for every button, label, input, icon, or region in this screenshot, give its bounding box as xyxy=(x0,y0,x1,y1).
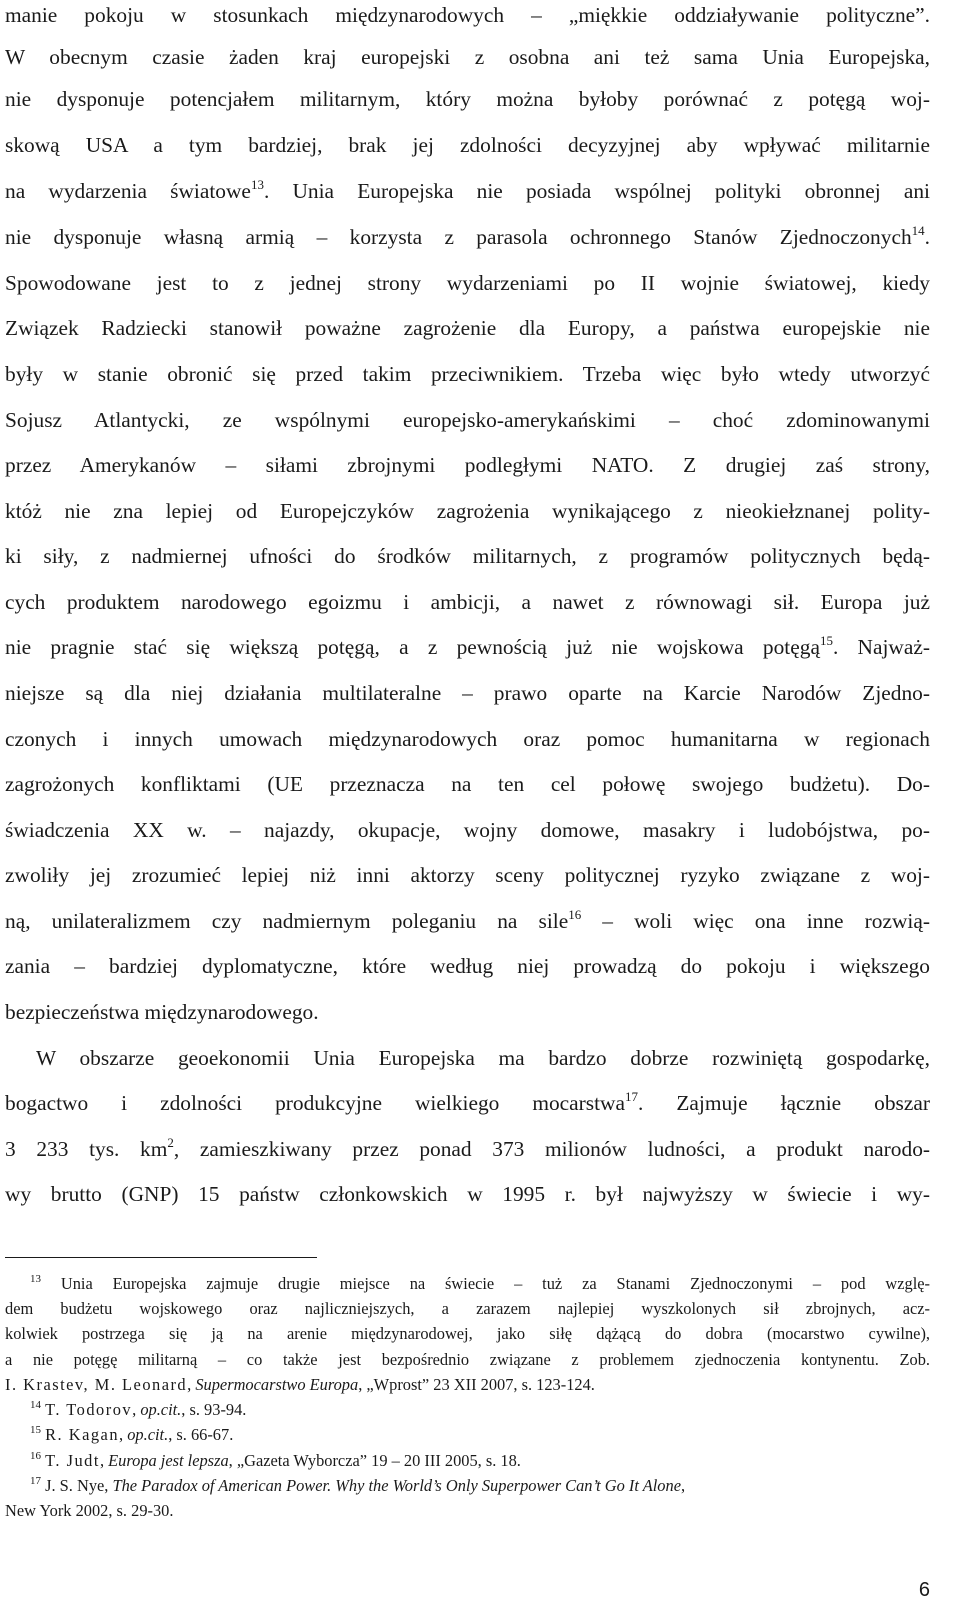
body-line: Związek Radziecki stanowił poważne zagrożenie dla Europy, a państwa europejskie nie xyxy=(5,316,930,340)
footnote-number: 17 xyxy=(30,1475,41,1487)
body-line: Sojusz Atlantycki, ze wspólnymi europejsko-amerykańskimi – choć zdominowanymi xyxy=(5,408,930,432)
footnote-ref-13[interactable]: 13 xyxy=(250,177,264,192)
body-line: nie pragnie stać się większą potęgą, a z pewnością już nie wojskowa potęgą$^{15}$. Najważ- xyxy=(5,633,930,659)
body-line: na wydarzenia światowe$^{13}$. Unia Europejska nie posiada wspólnej polityki obronnej ani xyxy=(5,177,930,203)
footnote-line: I. Krastev, M. Leonard, Supermocarstwo Europa, „Wprost” 23 XII 2007, s. 123-124. xyxy=(5,1375,595,1394)
footnote-number: 14 xyxy=(30,1399,41,1411)
body-line: skową USA a tym bardziej, brak jej zdolności decyzyjnej aby wpływać militarnie xyxy=(5,133,930,157)
body-line: przez Amerykanów – siłami zbrojnymi podległymi NATO. Z drugiej zaś strony, xyxy=(5,453,930,477)
body-line: niejsze są dla niej działania multilateralne – prawo oparte na Karcie Narodów Zjedno- xyxy=(5,681,930,705)
body-line: wy brutto (GNP) 15 państw członkowskich w 1995 r. był najwyższy w świecie i wy- xyxy=(5,1182,930,1206)
footnote-15: $^{15}$ R. Kagan, op.cit., s. 66-67. xyxy=(30,1424,234,1444)
body-line: zania – bardziej dyplomatyczne, które według niej prowadzą do pokoju i większego xyxy=(5,954,930,978)
footnote-line: a nie potęgę militarną – co także jest bezpośrednio związane z problemem zjednoczenia kontynentu. Zob. xyxy=(5,1350,930,1369)
body-line: bezpieczeństwa międzynarodowego. xyxy=(5,1000,319,1024)
footnote-ref-14[interactable]: 14 xyxy=(911,223,925,238)
footnote-number: 16 xyxy=(30,1450,41,1462)
footnote-13: $^{13}$ Unia Europejska zajmuje drugie miejsce na świecie – tuż za Stanami Zjednoczonymi – pod wzglę- xyxy=(30,1273,930,1293)
page-number: 6 xyxy=(918,1579,930,1601)
body-line: zagrożonych konfliktami (UE przeznacza na ten cel połowę swojego budżetu). Do- xyxy=(5,772,930,796)
body-line: bogactwo i zdolności produkcyjne wielkiego mocarstwa$^{17}$. Zajmuje łącznie obszar xyxy=(5,1089,930,1115)
body-line: W obszarze geoekonomii Unia Europejska ma bardzo dobrze rozwiniętą gospodarkę, xyxy=(36,1046,930,1070)
footnote-number: 15 xyxy=(30,1424,41,1436)
body-line: czonych i innych umowach międzynarodowych oraz pomoc humanitarna w regionach xyxy=(5,727,930,751)
body-line: W obecnym czasie żaden kraj europejski z osobna ani też sama Unia Europejska, xyxy=(5,45,930,69)
footnote-separator xyxy=(5,1257,317,1258)
body-line: nie dysponuje własną armią – korzysta z parasola ochronnego Stanów Zjednoczonych$^{14}$. xyxy=(5,223,930,249)
body-line: manie pokoju w stosunkach międzynarodowych – „miękkie oddziaływanie polityczne”. xyxy=(5,3,930,27)
body-line: ną, unilateralizmem czy nadmiernym poleganiu na sile$^{16}$ – woli więc ona inne rozwią- xyxy=(5,907,930,933)
body-line: nie dysponuje potencjałem militarnym, który można byłoby porównać z potęgą woj- xyxy=(5,87,930,111)
footnote-line: New York 2002, s. 29-30. xyxy=(5,1501,174,1520)
body-line: świadczenia XX w. – najazdy, okupacje, wojny domowe, masakry i ludobójstwa, po- xyxy=(5,818,930,842)
body-line: ki siły, z nadmiernej ufności do środków militarnych, z programów politycznych będą- xyxy=(5,544,930,568)
footnote-line: dem budżetu wojskowego oraz najliczniejszych, a zarazem najlepiej wyszkolonych sił zbrojnych, acz- xyxy=(5,1299,930,1318)
footnote-14: $^{14}$ T. Todorov, op.cit., s. 93-94. xyxy=(30,1399,247,1419)
body-line: któż nie zna lepiej od Europejczyków zagrożenia wynikającego z nieokiełznanej polity- xyxy=(5,499,930,523)
body-line: były w stanie obronić się przed takim przeciwnikiem. Trzeba więc było wtedy utworzyć xyxy=(5,362,930,386)
footnote-ref-16[interactable]: 16 xyxy=(568,907,582,922)
footnote-ref-15[interactable]: 15 xyxy=(819,633,833,648)
footnote-16: $^{16}$ T. Judt, Europa jest lepsza, „Gazeta Wyborcza” 19 – 20 III 2005, s. 18. xyxy=(30,1450,521,1470)
body-line: zwoliły jej zrozumieć lepiej niż inni aktorzy sceny politycznej ryzyko związane z woj- xyxy=(5,863,930,887)
footnote-17: $^{17}$ J. S. Nye, The Paradox of American Power. Why the World’s Only Superpower Can’t Go It Alone, xyxy=(30,1475,686,1495)
footnote-ref-17[interactable]: 17 xyxy=(625,1089,638,1104)
body-line: Spowodowane jest to z jednej strony wydarzeniami po II wojnie światowej, kiedy xyxy=(5,271,930,295)
body-line: 3 233 tys. $km^2$, zamieszkiwany przez ponad 373 milionów ludności, a produkt narodo- xyxy=(5,1135,931,1161)
footnote-number: 13 xyxy=(30,1273,41,1285)
body-line: cych produktem narodowego egoizmu i ambicji, a nawet z równowagi sił. Europa już xyxy=(5,590,930,614)
superscript: 2 xyxy=(167,1135,174,1150)
footnote-line: kolwiek postrzega się ją na arenie międzynarodowej, jako siłę dążącą do dobra (mocarstwo cywilne), xyxy=(5,1324,930,1343)
